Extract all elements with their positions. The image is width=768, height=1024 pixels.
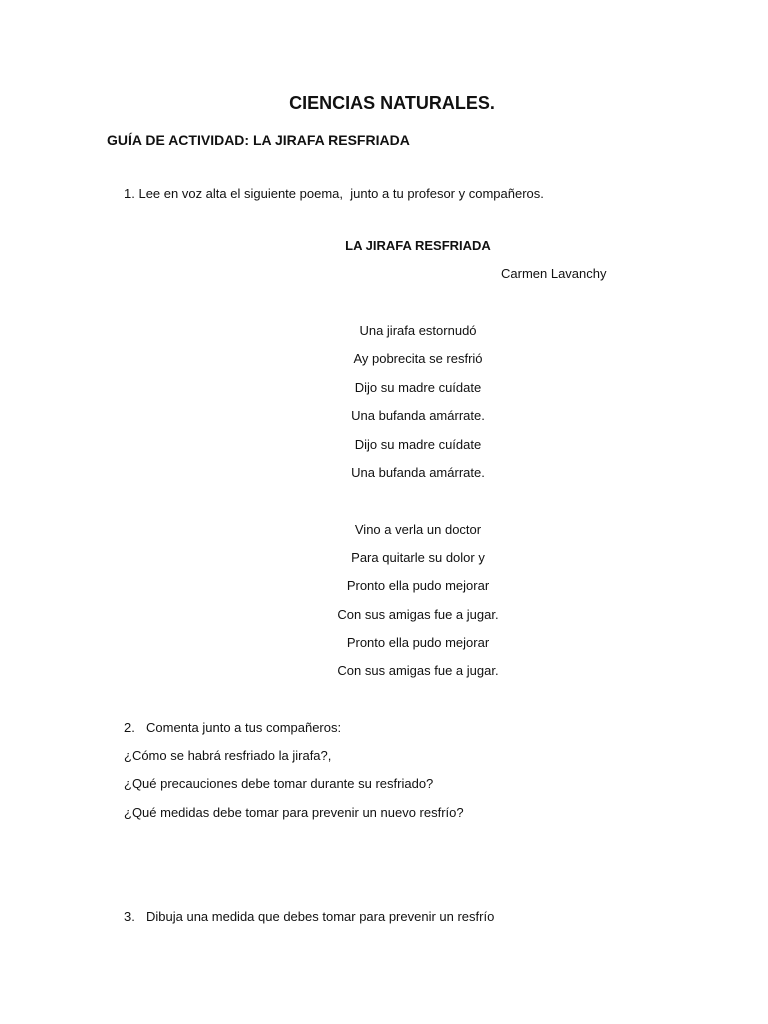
instruction-2-text: Comenta junto a tus compañeros: — [146, 720, 342, 735]
poem-line: Una bufanda amárrate. — [351, 465, 485, 480]
instruction-2-number: 2. — [124, 720, 135, 735]
activity-subtitle: GUÍA DE ACTIVIDAD: LA JIRAFA RESFRIADA — [107, 132, 410, 148]
instruction-1-number: 1. — [124, 186, 135, 201]
poem-line: Dijo su madre cuídate — [354, 380, 482, 395]
instruction-1-text: Lee en voz alta el siguiente poema, junto a tu profesor y compañeros. — [138, 186, 544, 201]
poem-title: LA JIRAFA RESFRIADA — [345, 238, 491, 253]
poem-line: Con sus amigas fue a jugar. — [337, 663, 499, 678]
instruction-3-text: Dibuja una medida que debes tomar para prevenir un resfrío — [146, 909, 495, 924]
instruction-2 — [124, 718, 341, 738]
poem-line: Una bufanda amárrate. — [351, 408, 485, 423]
poem-author: Carmen Lavanchy — [501, 266, 607, 281]
instruction-3-number: 3. — [124, 909, 135, 924]
instruction-3 — [124, 907, 494, 927]
poem-line: Dijo su madre cuídate — [354, 437, 482, 452]
poem-line: Con sus amigas fue a jugar. — [337, 607, 499, 622]
poem-line: Una jirafa estornudó — [359, 323, 477, 338]
instruction-1 — [124, 184, 544, 204]
poem-line: Pronto ella pudo mejorar — [346, 578, 490, 593]
question-item: ¿Cómo se habrá resfriado la jirafa?, — [124, 748, 332, 763]
poem-line: Pronto ella pudo mejorar — [346, 635, 490, 650]
question-item: ¿Qué precauciones debe tomar durante su resfriado? — [124, 776, 434, 791]
page-title: CIENCIAS NATURALES. — [289, 93, 495, 113]
poem-line: Ay pobrecita se resfrió — [353, 351, 483, 366]
poem-line: Vino a verla un doctor — [354, 522, 482, 537]
question-item: ¿Qué medidas debe tomar para prevenir un nuevo resfrío? — [124, 805, 464, 820]
poem-line: Para quitarle su dolor y — [351, 550, 485, 565]
